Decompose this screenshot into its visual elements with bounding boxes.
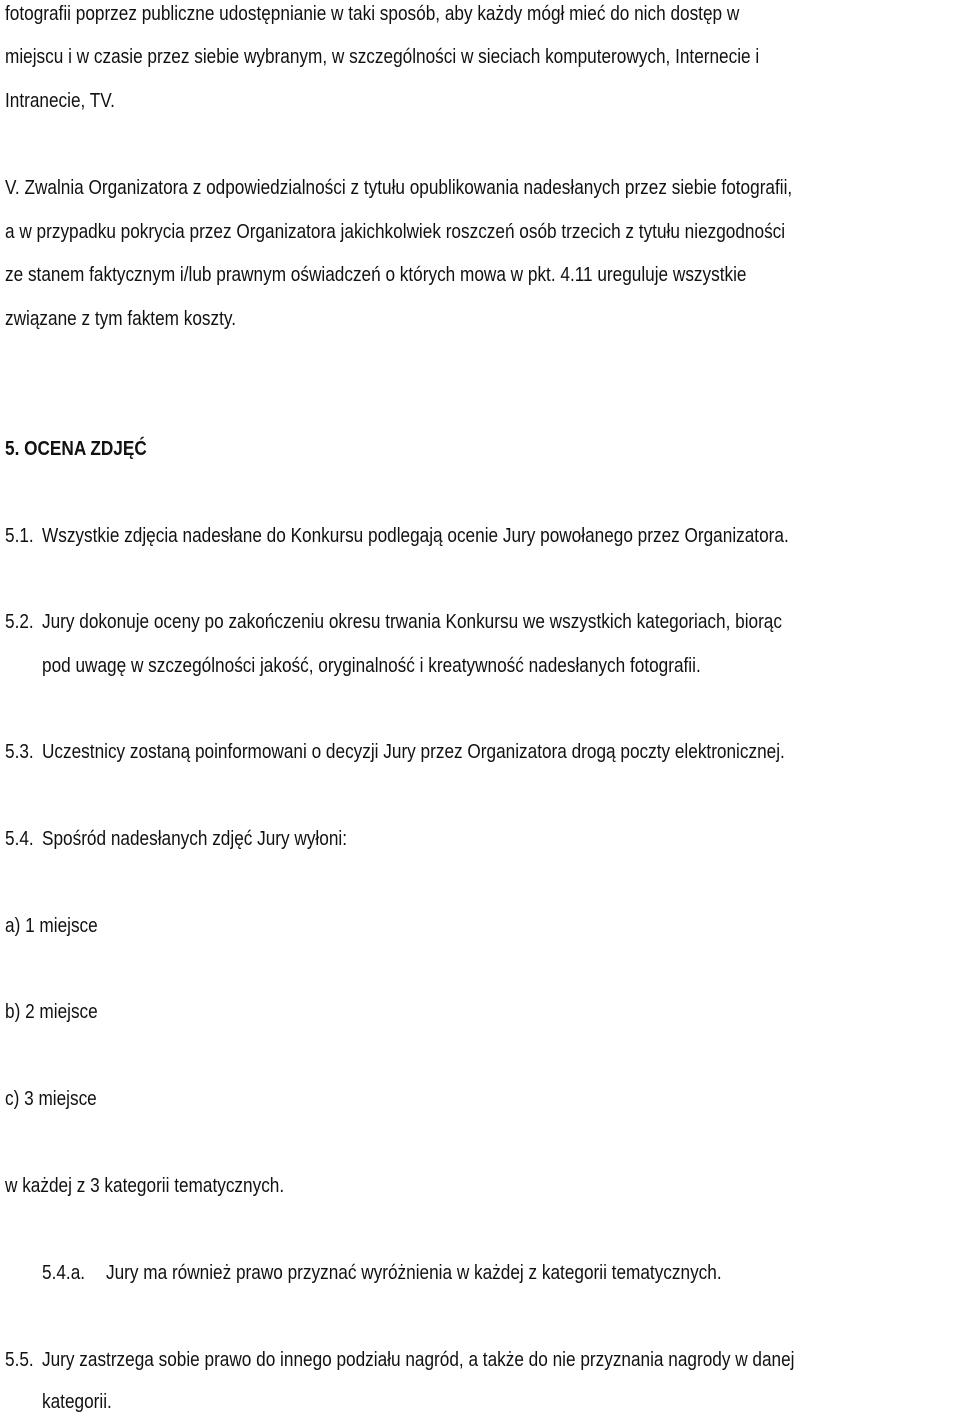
point-v-line-2: a w przypadku pokrycia przez Organizatora jakichkolwiek roszczeń osób trzecich z tytułu niezgodności	[5, 221, 786, 243]
point-v-line-4: związane z tym faktem koszty.	[5, 308, 236, 330]
point-5-5-number: 5.5.	[5, 1349, 34, 1371]
intro-line-1: fotografii poprzez publiczne udostępnianie w taki sposób, aby każdy mógł mieć do nich dostęp w	[5, 3, 740, 25]
section-heading: 5. OCENA ZDJĘĆ	[5, 438, 147, 460]
intro-line-3: Intranecie, TV.	[5, 90, 115, 112]
point-5-5-line-1: Jury zastrzega sobie prawo do innego podziału nagród, a także do nie przyznania nagrody w danej	[42, 1349, 795, 1371]
point-v-line-1: V. Zwalnia Organizatora z odpowiedzialności z tytułu opublikowania nadesłanych przez siebie fotografii,	[5, 177, 793, 199]
intro-line-2: miejscu i w czasie przez siebie wybranym, w szczególności w sieciach komputerowych, Internecie i	[5, 46, 760, 68]
point-5-2-line-2: pod uwagę w szczególności jakość, oryginalność i kreatywność nadesłanych fotografii.	[42, 655, 701, 677]
list-item: b) 2 miejsce	[5, 1001, 98, 1023]
point-5-4-number: 5.4.	[5, 828, 34, 850]
point-5-2-line-1: Jury dokonuje oceny po zakończeniu okresu trwania Konkursu we wszystkich kategoriach, biorąc	[42, 611, 782, 633]
each-category-text: w każdej z 3 kategorii tematycznych.	[5, 1175, 285, 1197]
point-v-line-3: ze stanem faktycznym i/lub prawnym oświadczeń o których mowa w pkt. 4.11 ureguluje wszystkie	[5, 264, 747, 286]
point-5-1-text: Wszystkie zdjęcia nadesłane do Konkursu podlegają ocenie Jury powołanego przez Organizatora.	[42, 525, 789, 547]
list-item: a) 1 miejsce	[5, 915, 98, 937]
point-5-4-a-number: 5.4.a.	[42, 1262, 86, 1284]
point-5-5-line-2: kategorii.	[42, 1391, 112, 1413]
point-5-4-text: Spośród nadesłanych zdjęć Jury wyłoni:	[42, 828, 347, 850]
point-5-3-text: Uczestnicy zostaną poinformowani o decyzji Jury przez Organizatora drogą poczty elektronicznej.	[42, 741, 785, 763]
point-5-3-number: 5.3.	[5, 741, 34, 763]
point-5-1-number: 5.1.	[5, 525, 34, 547]
point-5-4-a-text: Jury ma również prawo przyznać wyróżnienia w każdej z kategorii tematycznych.	[106, 1262, 722, 1284]
point-5-2-number: 5.2.	[5, 611, 34, 633]
list-item: c) 3 miejsce	[5, 1088, 97, 1110]
